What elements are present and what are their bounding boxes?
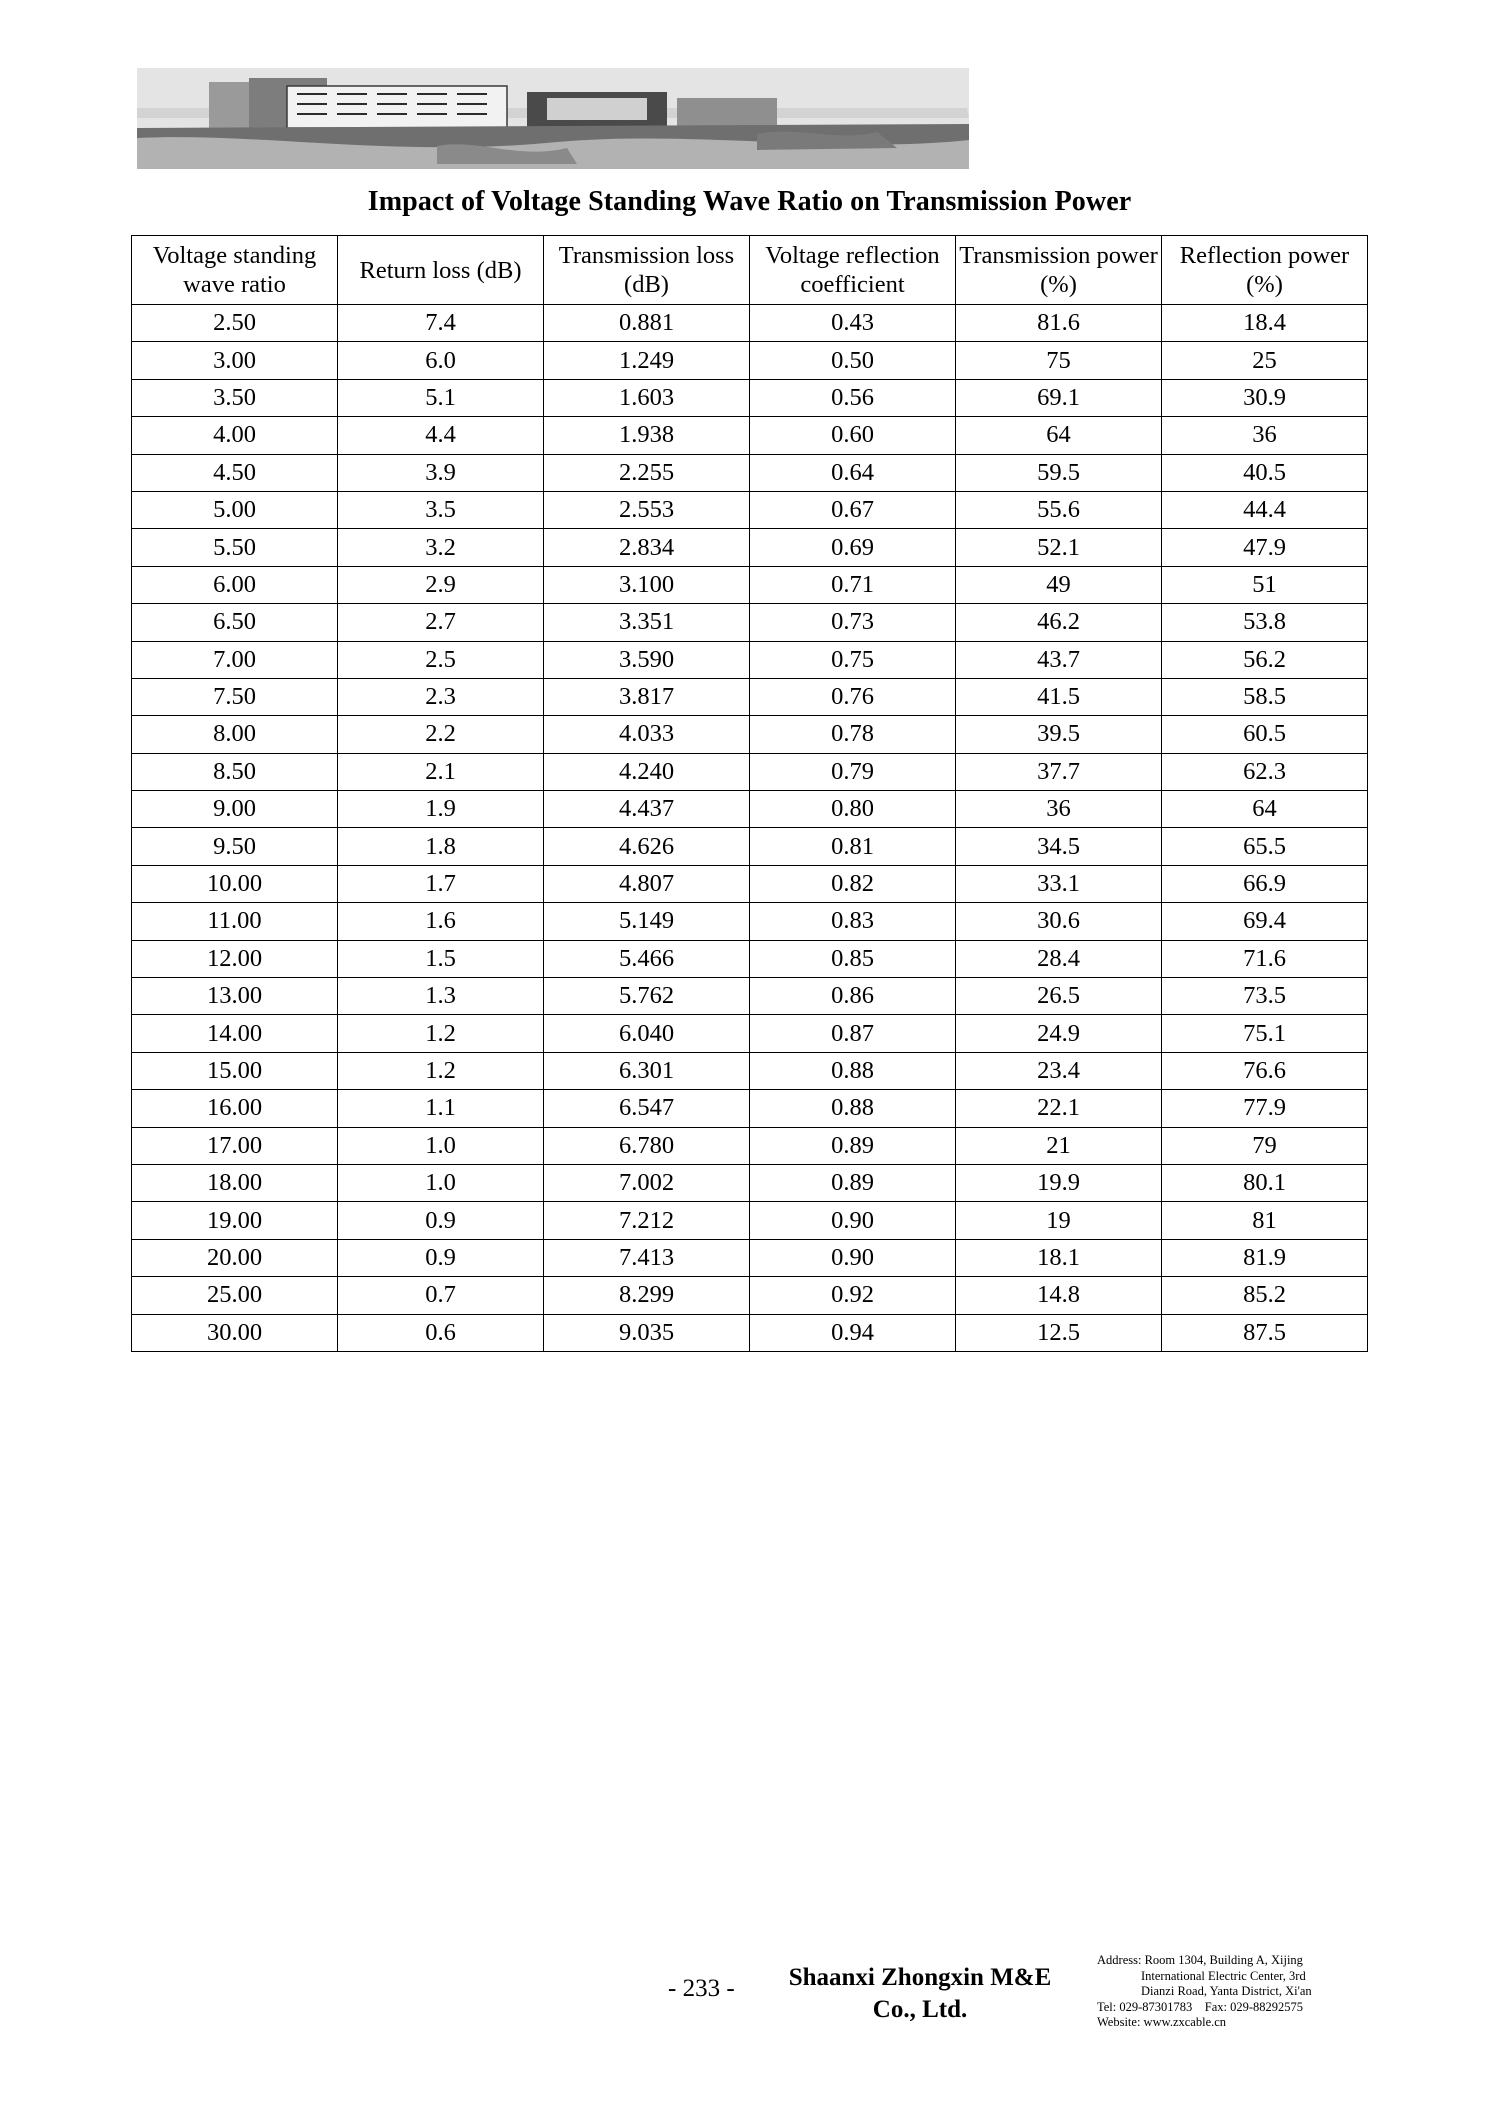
cell-transmission-power: 28.4 bbox=[956, 940, 1162, 977]
header-transmission-loss: Transmission loss (dB) bbox=[544, 236, 750, 305]
cell-return-loss: 3.5 bbox=[338, 491, 544, 528]
table-row bbox=[132, 1127, 1368, 1164]
cell-return-loss: 0.9 bbox=[338, 1239, 544, 1276]
cell-transmission-power: 21 bbox=[956, 1127, 1162, 1164]
cell-return-loss: 6.0 bbox=[338, 342, 544, 379]
cell-return-loss: 2.1 bbox=[338, 753, 544, 790]
cell-reflection-power: 64 bbox=[1162, 791, 1368, 828]
cell-reflection-coefficient: 0.87 bbox=[750, 1015, 956, 1052]
cell-reflection-power: 40.5 bbox=[1162, 454, 1368, 491]
cell-transmission-loss: 3.590 bbox=[544, 641, 750, 678]
cell-transmission-power: 39.5 bbox=[956, 716, 1162, 753]
header-transmission-power: Transmission power (%) bbox=[956, 236, 1162, 305]
cell-transmission-loss: 3.817 bbox=[544, 678, 750, 715]
page-number: - 233 - bbox=[668, 1975, 735, 2002]
header-reflection-power: Reflection power (%) bbox=[1162, 236, 1368, 305]
cell-reflection-coefficient: 0.89 bbox=[750, 1164, 956, 1201]
cell-return-loss: 0.6 bbox=[338, 1314, 544, 1351]
cell-transmission-power: 59.5 bbox=[956, 454, 1162, 491]
cell-reflection-power: 30.9 bbox=[1162, 379, 1368, 416]
cell-return-loss: 3.9 bbox=[338, 454, 544, 491]
cell-reflection-coefficient: 0.43 bbox=[750, 305, 956, 342]
cell-transmission-loss: 2.553 bbox=[544, 491, 750, 528]
cell-transmission-loss: 9.035 bbox=[544, 1314, 750, 1351]
cell-vswr: 5.00 bbox=[132, 491, 338, 528]
cell-reflection-power: 56.2 bbox=[1162, 641, 1368, 678]
cell-transmission-loss: 6.780 bbox=[544, 1127, 750, 1164]
cell-reflection-power: 60.5 bbox=[1162, 716, 1368, 753]
cell-transmission-loss: 4.807 bbox=[544, 865, 750, 902]
vswr-table bbox=[131, 235, 1368, 1352]
cell-return-loss: 2.2 bbox=[338, 716, 544, 753]
table-row bbox=[132, 417, 1368, 454]
page-title: Impact of Voltage Standing Wave Ratio on Transmission Power bbox=[367, 186, 1132, 217]
cell-vswr: 19.00 bbox=[132, 1202, 338, 1239]
cell-reflection-power: 66.9 bbox=[1162, 865, 1368, 902]
cell-transmission-loss: 5.466 bbox=[544, 940, 750, 977]
cell-reflection-coefficient: 0.80 bbox=[750, 791, 956, 828]
cell-return-loss: 1.7 bbox=[338, 865, 544, 902]
cell-reflection-coefficient: 0.82 bbox=[750, 865, 956, 902]
cell-reflection-power: 51 bbox=[1162, 566, 1368, 603]
table-row bbox=[132, 454, 1368, 491]
table-row bbox=[132, 903, 1368, 940]
cell-return-loss: 1.8 bbox=[338, 828, 544, 865]
table-row bbox=[132, 791, 1368, 828]
cell-transmission-loss: 7.413 bbox=[544, 1239, 750, 1276]
cell-return-loss: 0.7 bbox=[338, 1277, 544, 1314]
cell-transmission-loss: 1.249 bbox=[544, 342, 750, 379]
table-header-row bbox=[132, 236, 1368, 305]
cell-vswr: 6.00 bbox=[132, 566, 338, 603]
cell-transmission-loss: 2.834 bbox=[544, 529, 750, 566]
cell-reflection-power: 47.9 bbox=[1162, 529, 1368, 566]
cell-return-loss: 1.0 bbox=[338, 1164, 544, 1201]
cell-reflection-power: 25 bbox=[1162, 342, 1368, 379]
cell-vswr: 7.50 bbox=[132, 678, 338, 715]
cell-reflection-power: 81 bbox=[1162, 1202, 1368, 1239]
cell-reflection-power: 79 bbox=[1162, 1127, 1368, 1164]
company-name-line-2: Co., Ltd. bbox=[872, 1996, 968, 2023]
table-row bbox=[132, 641, 1368, 678]
cell-return-loss: 1.5 bbox=[338, 940, 544, 977]
cell-return-loss: 5.1 bbox=[338, 379, 544, 416]
cell-transmission-power: 43.7 bbox=[956, 641, 1162, 678]
cell-transmission-power: 14.8 bbox=[956, 1277, 1162, 1314]
cell-transmission-power: 69.1 bbox=[956, 379, 1162, 416]
cell-transmission-loss: 1.938 bbox=[544, 417, 750, 454]
cell-reflection-power: 18.4 bbox=[1162, 305, 1368, 342]
header-reflection-coefficient: Voltage reflection coefficient bbox=[750, 236, 956, 305]
cell-reflection-coefficient: 0.78 bbox=[750, 716, 956, 753]
table-row bbox=[132, 940, 1368, 977]
cell-transmission-power: 19.9 bbox=[956, 1164, 1162, 1201]
cell-reflection-power: 85.2 bbox=[1162, 1277, 1368, 1314]
cell-vswr: 30.00 bbox=[132, 1314, 338, 1351]
cell-return-loss: 1.0 bbox=[338, 1127, 544, 1164]
cell-reflection-power: 76.6 bbox=[1162, 1052, 1368, 1089]
cell-transmission-power: 19 bbox=[956, 1202, 1162, 1239]
cell-reflection-coefficient: 0.73 bbox=[750, 604, 956, 641]
cell-reflection-coefficient: 0.89 bbox=[750, 1127, 956, 1164]
cell-transmission-power: 52.1 bbox=[956, 529, 1162, 566]
cell-transmission-power: 24.9 bbox=[956, 1015, 1162, 1052]
cell-reflection-coefficient: 0.90 bbox=[750, 1239, 956, 1276]
address-line-2: International Electric Center, 3rd bbox=[1141, 1968, 1306, 1983]
cell-transmission-loss: 6.040 bbox=[544, 1015, 750, 1052]
cell-transmission-loss: 4.033 bbox=[544, 716, 750, 753]
cell-vswr: 3.00 bbox=[132, 342, 338, 379]
cell-reflection-power: 36 bbox=[1162, 417, 1368, 454]
cell-reflection-power: 69.4 bbox=[1162, 903, 1368, 940]
cell-transmission-power: 23.4 bbox=[956, 1052, 1162, 1089]
cell-vswr: 7.00 bbox=[132, 641, 338, 678]
cell-reflection-coefficient: 0.67 bbox=[750, 491, 956, 528]
cell-transmission-power: 81.6 bbox=[956, 305, 1162, 342]
cell-transmission-power: 41.5 bbox=[956, 678, 1162, 715]
cell-transmission-power: 22.1 bbox=[956, 1090, 1162, 1127]
cell-transmission-loss: 3.351 bbox=[544, 604, 750, 641]
cell-reflection-coefficient: 0.75 bbox=[750, 641, 956, 678]
cell-reflection-power: 65.5 bbox=[1162, 828, 1368, 865]
cell-reflection-coefficient: 0.56 bbox=[750, 379, 956, 416]
cell-transmission-power: 37.7 bbox=[956, 753, 1162, 790]
cell-reflection-power: 71.6 bbox=[1162, 940, 1368, 977]
cell-transmission-loss: 4.626 bbox=[544, 828, 750, 865]
cell-transmission-power: 64 bbox=[956, 417, 1162, 454]
header-return-loss: Return loss (dB) bbox=[338, 236, 544, 305]
table-row bbox=[132, 753, 1368, 790]
cell-reflection-coefficient: 0.69 bbox=[750, 529, 956, 566]
table-row bbox=[132, 305, 1368, 342]
table-row bbox=[132, 828, 1368, 865]
cell-vswr: 15.00 bbox=[132, 1052, 338, 1089]
cell-transmission-loss: 8.299 bbox=[544, 1277, 750, 1314]
cell-transmission-power: 33.1 bbox=[956, 865, 1162, 902]
cell-reflection-coefficient: 0.60 bbox=[750, 417, 956, 454]
table-row bbox=[132, 1052, 1368, 1089]
cell-reflection-coefficient: 0.79 bbox=[750, 753, 956, 790]
cell-transmission-power: 49 bbox=[956, 566, 1162, 603]
cell-reflection-coefficient: 0.88 bbox=[750, 1052, 956, 1089]
table-row bbox=[132, 1239, 1368, 1276]
header-vswr: Voltage standing wave ratio bbox=[132, 236, 338, 305]
cell-reflection-power: 53.8 bbox=[1162, 604, 1368, 641]
table-row bbox=[132, 1314, 1368, 1351]
cell-reflection-coefficient: 0.90 bbox=[750, 1202, 956, 1239]
table-row bbox=[132, 379, 1368, 416]
contact-numbers: Tel: 029-87301783 Fax: 029-88292575 bbox=[1097, 1999, 1304, 2014]
cell-transmission-loss: 6.547 bbox=[544, 1090, 750, 1127]
cell-reflection-coefficient: 0.83 bbox=[750, 903, 956, 940]
cell-return-loss: 1.2 bbox=[338, 1052, 544, 1089]
cell-reflection-power: 81.9 bbox=[1162, 1239, 1368, 1276]
cell-reflection-coefficient: 0.86 bbox=[750, 978, 956, 1015]
building-illustration bbox=[137, 68, 969, 169]
cell-reflection-power: 58.5 bbox=[1162, 678, 1368, 715]
cell-reflection-power: 80.1 bbox=[1162, 1164, 1368, 1201]
address-line-1: Address: Room 1304, Building A, Xijing bbox=[1097, 1953, 1303, 1967]
cell-return-loss: 1.9 bbox=[338, 791, 544, 828]
address-line-3: Dianzi Road, Yanta District, Xi'an bbox=[1141, 1984, 1312, 1998]
header-banner-image bbox=[137, 68, 969, 169]
table-row bbox=[132, 604, 1368, 641]
cell-vswr: 4.00 bbox=[132, 417, 338, 454]
table-row bbox=[132, 1164, 1368, 1201]
cell-reflection-power: 44.4 bbox=[1162, 491, 1368, 528]
cell-reflection-coefficient: 0.81 bbox=[750, 828, 956, 865]
cell-transmission-loss: 5.762 bbox=[544, 978, 750, 1015]
cell-reflection-power: 75.1 bbox=[1162, 1015, 1368, 1052]
cell-vswr: 11.00 bbox=[132, 903, 338, 940]
table-row bbox=[132, 678, 1368, 715]
cell-transmission-loss: 5.149 bbox=[544, 903, 750, 940]
cell-vswr: 12.00 bbox=[132, 940, 338, 977]
cell-transmission-power: 36 bbox=[956, 791, 1162, 828]
table-row bbox=[132, 491, 1368, 528]
cell-vswr: 16.00 bbox=[132, 1090, 338, 1127]
cell-reflection-coefficient: 0.50 bbox=[750, 342, 956, 379]
cell-return-loss: 2.5 bbox=[338, 641, 544, 678]
table-row bbox=[132, 529, 1368, 566]
cell-reflection-coefficient: 0.88 bbox=[750, 1090, 956, 1127]
cell-vswr: 20.00 bbox=[132, 1239, 338, 1276]
table-body bbox=[132, 305, 1368, 1352]
table-row bbox=[132, 1202, 1368, 1239]
cell-vswr: 18.00 bbox=[132, 1164, 338, 1201]
cell-reflection-coefficient: 0.85 bbox=[750, 940, 956, 977]
cell-return-loss: 3.2 bbox=[338, 529, 544, 566]
cell-return-loss: 1.2 bbox=[338, 1015, 544, 1052]
cell-transmission-loss: 0.881 bbox=[544, 305, 750, 342]
cell-transmission-loss: 4.240 bbox=[544, 753, 750, 790]
cell-return-loss: 2.7 bbox=[338, 604, 544, 641]
cell-vswr: 9.50 bbox=[132, 828, 338, 865]
cell-reflection-power: 73.5 bbox=[1162, 978, 1368, 1015]
cell-vswr: 5.50 bbox=[132, 529, 338, 566]
table-row bbox=[132, 1277, 1368, 1314]
cell-return-loss: 1.3 bbox=[338, 978, 544, 1015]
cell-transmission-loss: 3.100 bbox=[544, 566, 750, 603]
cell-transmission-loss: 4.437 bbox=[544, 791, 750, 828]
cell-vswr: 9.00 bbox=[132, 791, 338, 828]
cell-transmission-power: 34.5 bbox=[956, 828, 1162, 865]
cell-vswr: 25.00 bbox=[132, 1277, 338, 1314]
cell-transmission-power: 55.6 bbox=[956, 491, 1162, 528]
cell-return-loss: 0.9 bbox=[338, 1202, 544, 1239]
website: Website: www.zxcable.cn bbox=[1097, 2015, 1227, 2029]
cell-return-loss: 4.4 bbox=[338, 417, 544, 454]
cell-transmission-power: 26.5 bbox=[956, 978, 1162, 1015]
cell-vswr: 10.00 bbox=[132, 865, 338, 902]
cell-vswr: 8.00 bbox=[132, 716, 338, 753]
cell-reflection-power: 62.3 bbox=[1162, 753, 1368, 790]
cell-reflection-coefficient: 0.76 bbox=[750, 678, 956, 715]
cell-transmission-power: 12.5 bbox=[956, 1314, 1162, 1351]
cell-transmission-power: 75 bbox=[956, 342, 1162, 379]
cell-reflection-coefficient: 0.94 bbox=[750, 1314, 956, 1351]
cell-return-loss: 1.6 bbox=[338, 903, 544, 940]
cell-transmission-power: 30.6 bbox=[956, 903, 1162, 940]
table-row bbox=[132, 978, 1368, 1015]
table-row bbox=[132, 1015, 1368, 1052]
company-address bbox=[1097, 1953, 1337, 2031]
cell-transmission-loss: 6.301 bbox=[544, 1052, 750, 1089]
cell-vswr: 13.00 bbox=[132, 978, 338, 1015]
cell-return-loss: 7.4 bbox=[338, 305, 544, 342]
cell-reflection-power: 87.5 bbox=[1162, 1314, 1368, 1351]
cell-vswr: 17.00 bbox=[132, 1127, 338, 1164]
cell-return-loss: 2.3 bbox=[338, 678, 544, 715]
cell-transmission-loss: 1.603 bbox=[544, 379, 750, 416]
cell-reflection-coefficient: 0.92 bbox=[750, 1277, 956, 1314]
cell-transmission-power: 46.2 bbox=[956, 604, 1162, 641]
cell-reflection-coefficient: 0.71 bbox=[750, 566, 956, 603]
cell-transmission-power: 18.1 bbox=[956, 1239, 1162, 1276]
cell-return-loss: 1.1 bbox=[338, 1090, 544, 1127]
company-name-line-1: Shaanxi Zhongxin M&E bbox=[788, 1964, 1052, 1991]
company-name bbox=[770, 1962, 1070, 2026]
table-row bbox=[132, 566, 1368, 603]
table-row bbox=[132, 1090, 1368, 1127]
cell-transmission-loss: 7.002 bbox=[544, 1164, 750, 1201]
cell-vswr: 14.00 bbox=[132, 1015, 338, 1052]
table-row bbox=[132, 716, 1368, 753]
cell-reflection-coefficient: 0.64 bbox=[750, 454, 956, 491]
cell-vswr: 2.50 bbox=[132, 305, 338, 342]
cell-vswr: 6.50 bbox=[132, 604, 338, 641]
cell-vswr: 3.50 bbox=[132, 379, 338, 416]
table-row bbox=[132, 865, 1368, 902]
cell-vswr: 4.50 bbox=[132, 454, 338, 491]
table-row bbox=[132, 342, 1368, 379]
cell-reflection-power: 77.9 bbox=[1162, 1090, 1368, 1127]
cell-transmission-loss: 7.212 bbox=[544, 1202, 750, 1239]
cell-transmission-loss: 2.255 bbox=[544, 454, 750, 491]
cell-vswr: 8.50 bbox=[132, 753, 338, 790]
cell-return-loss: 2.9 bbox=[338, 566, 544, 603]
